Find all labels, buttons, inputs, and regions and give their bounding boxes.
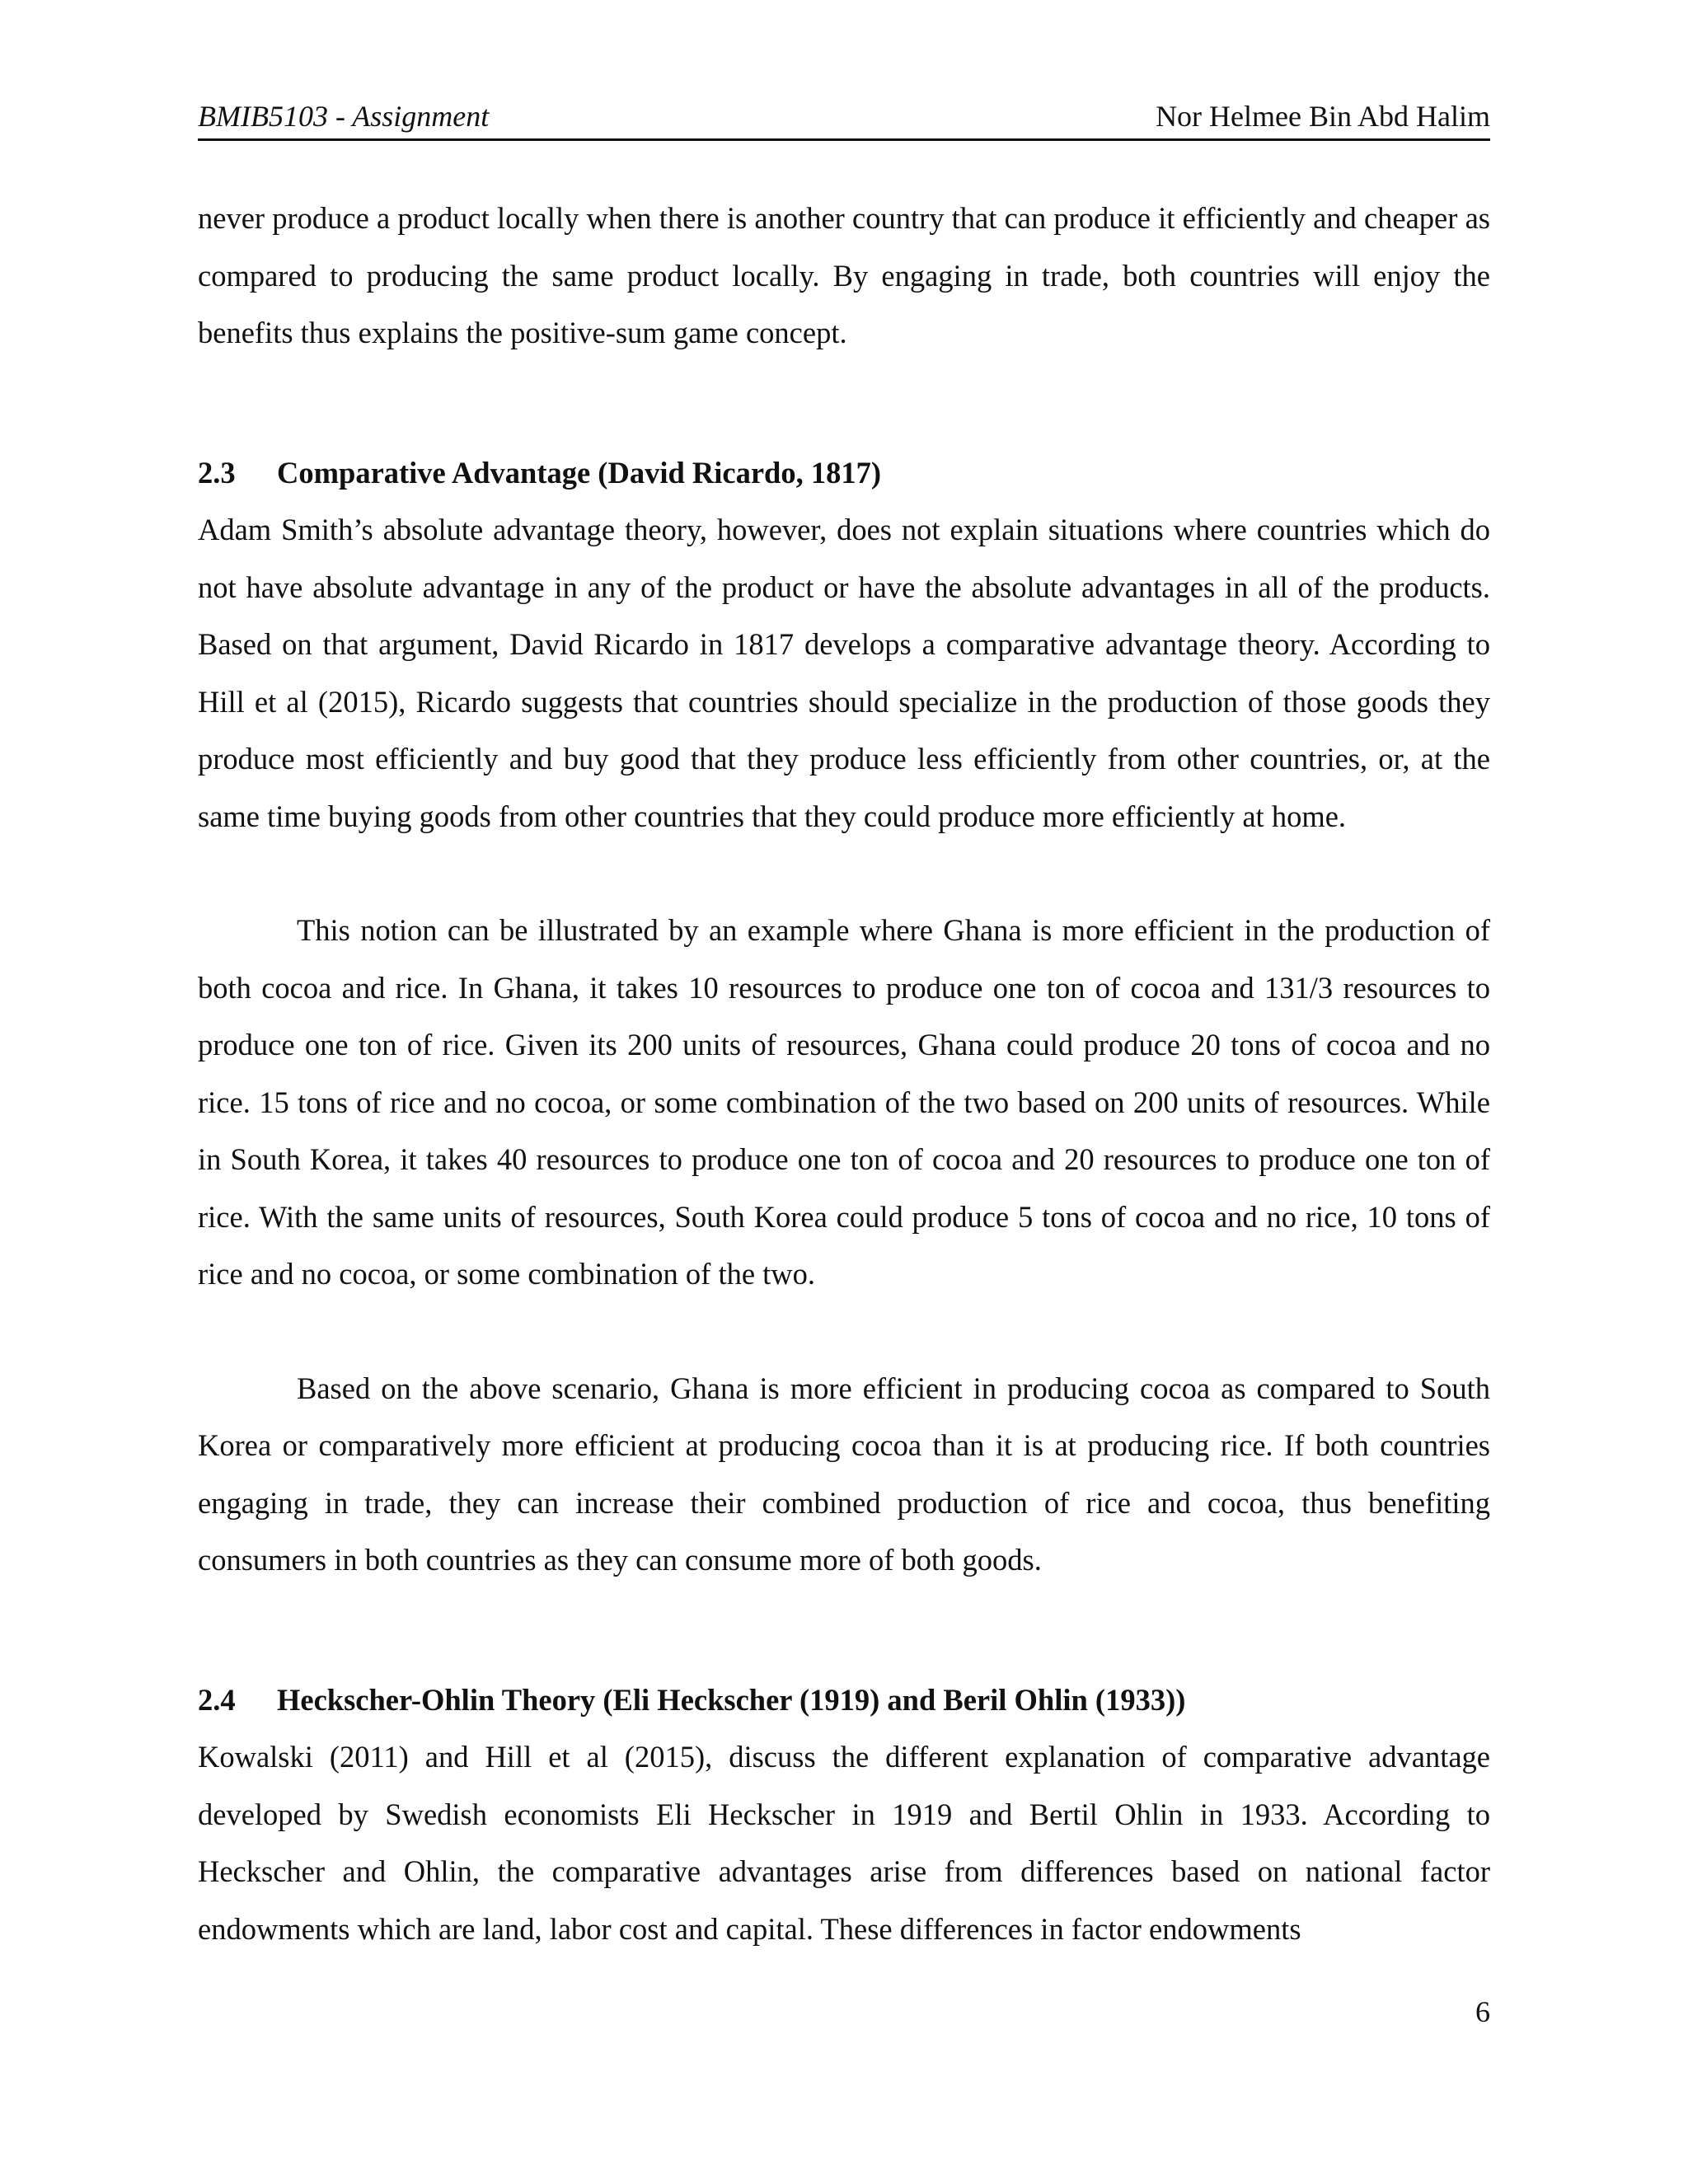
spacer (198, 845, 1490, 902)
paragraph-positive-sum: never produce a product locally when there is another country that can produce it efficiently and cheaper as compared to producing the same product locally. By engaging in trade, both countries will enjoy the benefits thus explains the positive-sum game concept. (198, 201, 1490, 349)
page-header (198, 97, 1490, 141)
section-heading-2-3 (198, 444, 1490, 502)
spacer (198, 362, 1490, 444)
section-title: Comparative Advantage (David Ricardo, 1817) (277, 455, 881, 490)
paragraph-scenario-conclusion: Based on the above scenario, Ghana is more efficient in producing cocoa as compared to South Korea or comparatively more efficient at producing cocoa than it is at producing rice. If both countries engaging in trade, they can increase their combined production of rice and cocoa, thus benefiting consumers in both countries as they can consume more of both goods. (198, 1371, 1490, 1577)
spacer (198, 1303, 1490, 1360)
section-number: 2.4 (198, 1682, 236, 1717)
course-code: BMIB5103 - Assignment (198, 100, 490, 133)
section-title: Heckscher-Ohlin Theory (Eli Heckscher (1919) and Beril Ohlin (1933)) (277, 1682, 1186, 1717)
section-heading-2-4 (198, 1671, 1490, 1729)
page-number: 6 (1475, 1995, 1490, 2028)
author-name: Nor Helmee Bin Abd Halim (1156, 100, 1490, 133)
page-content (198, 190, 1490, 1957)
spacer (198, 1589, 1490, 1671)
section-number: 2.3 (198, 455, 236, 490)
paragraph-comparative-advantage: Adam Smith’s absolute advantage theory, however, does not explain situations where countries which do not have absolute advantage in any of the product or have the absolute advantages in all of the products. Based on that argument, David Ricardo in 1817 develops a comparative advantage theory. According to Hill et al (2015), Ricardo suggests that countries should specialize in the production of those goods they produce most efficiently and buy good that they produce less efficiently from other countries, or, at the same time buying goods from other countries that they could produce more efficiently at home. (198, 513, 1490, 833)
paragraph-ghana-example: This notion can be illustrated by an example where Ghana is more efficient in the production of both cocoa and rice. In Ghana, it takes 10 resources to produce one ton of cocoa and 131/3 resources to produce one ton of rice. Given its 200 units of resources, Ghana could produce 20 tons of cocoa and no rice. 15 tons of rice and no cocoa, or some combination of the two based on 200 units of resources. While in South Korea, it takes 40 resources to produce one ton of cocoa and 20 resources to produce one ton of rice. With the same units of resources, South Korea could produce 5 tons of cocoa and no rice, 10 tons of rice and no cocoa, or some combination of the two. (198, 913, 1490, 1291)
paragraph-heckscher-ohlin: Kowalski (2011) and Hill et al (2015), discuss the different explanation of comparative advantage developed by Swedish economists Eli Heckscher in 1919 and Bertil Ohlin in 1933. According to Heckscher and Ohlin, the comparative advantages arise from differences based on national factor endowments which are land, labor cost and capital. These differences in factor endowments (198, 1740, 1490, 1946)
